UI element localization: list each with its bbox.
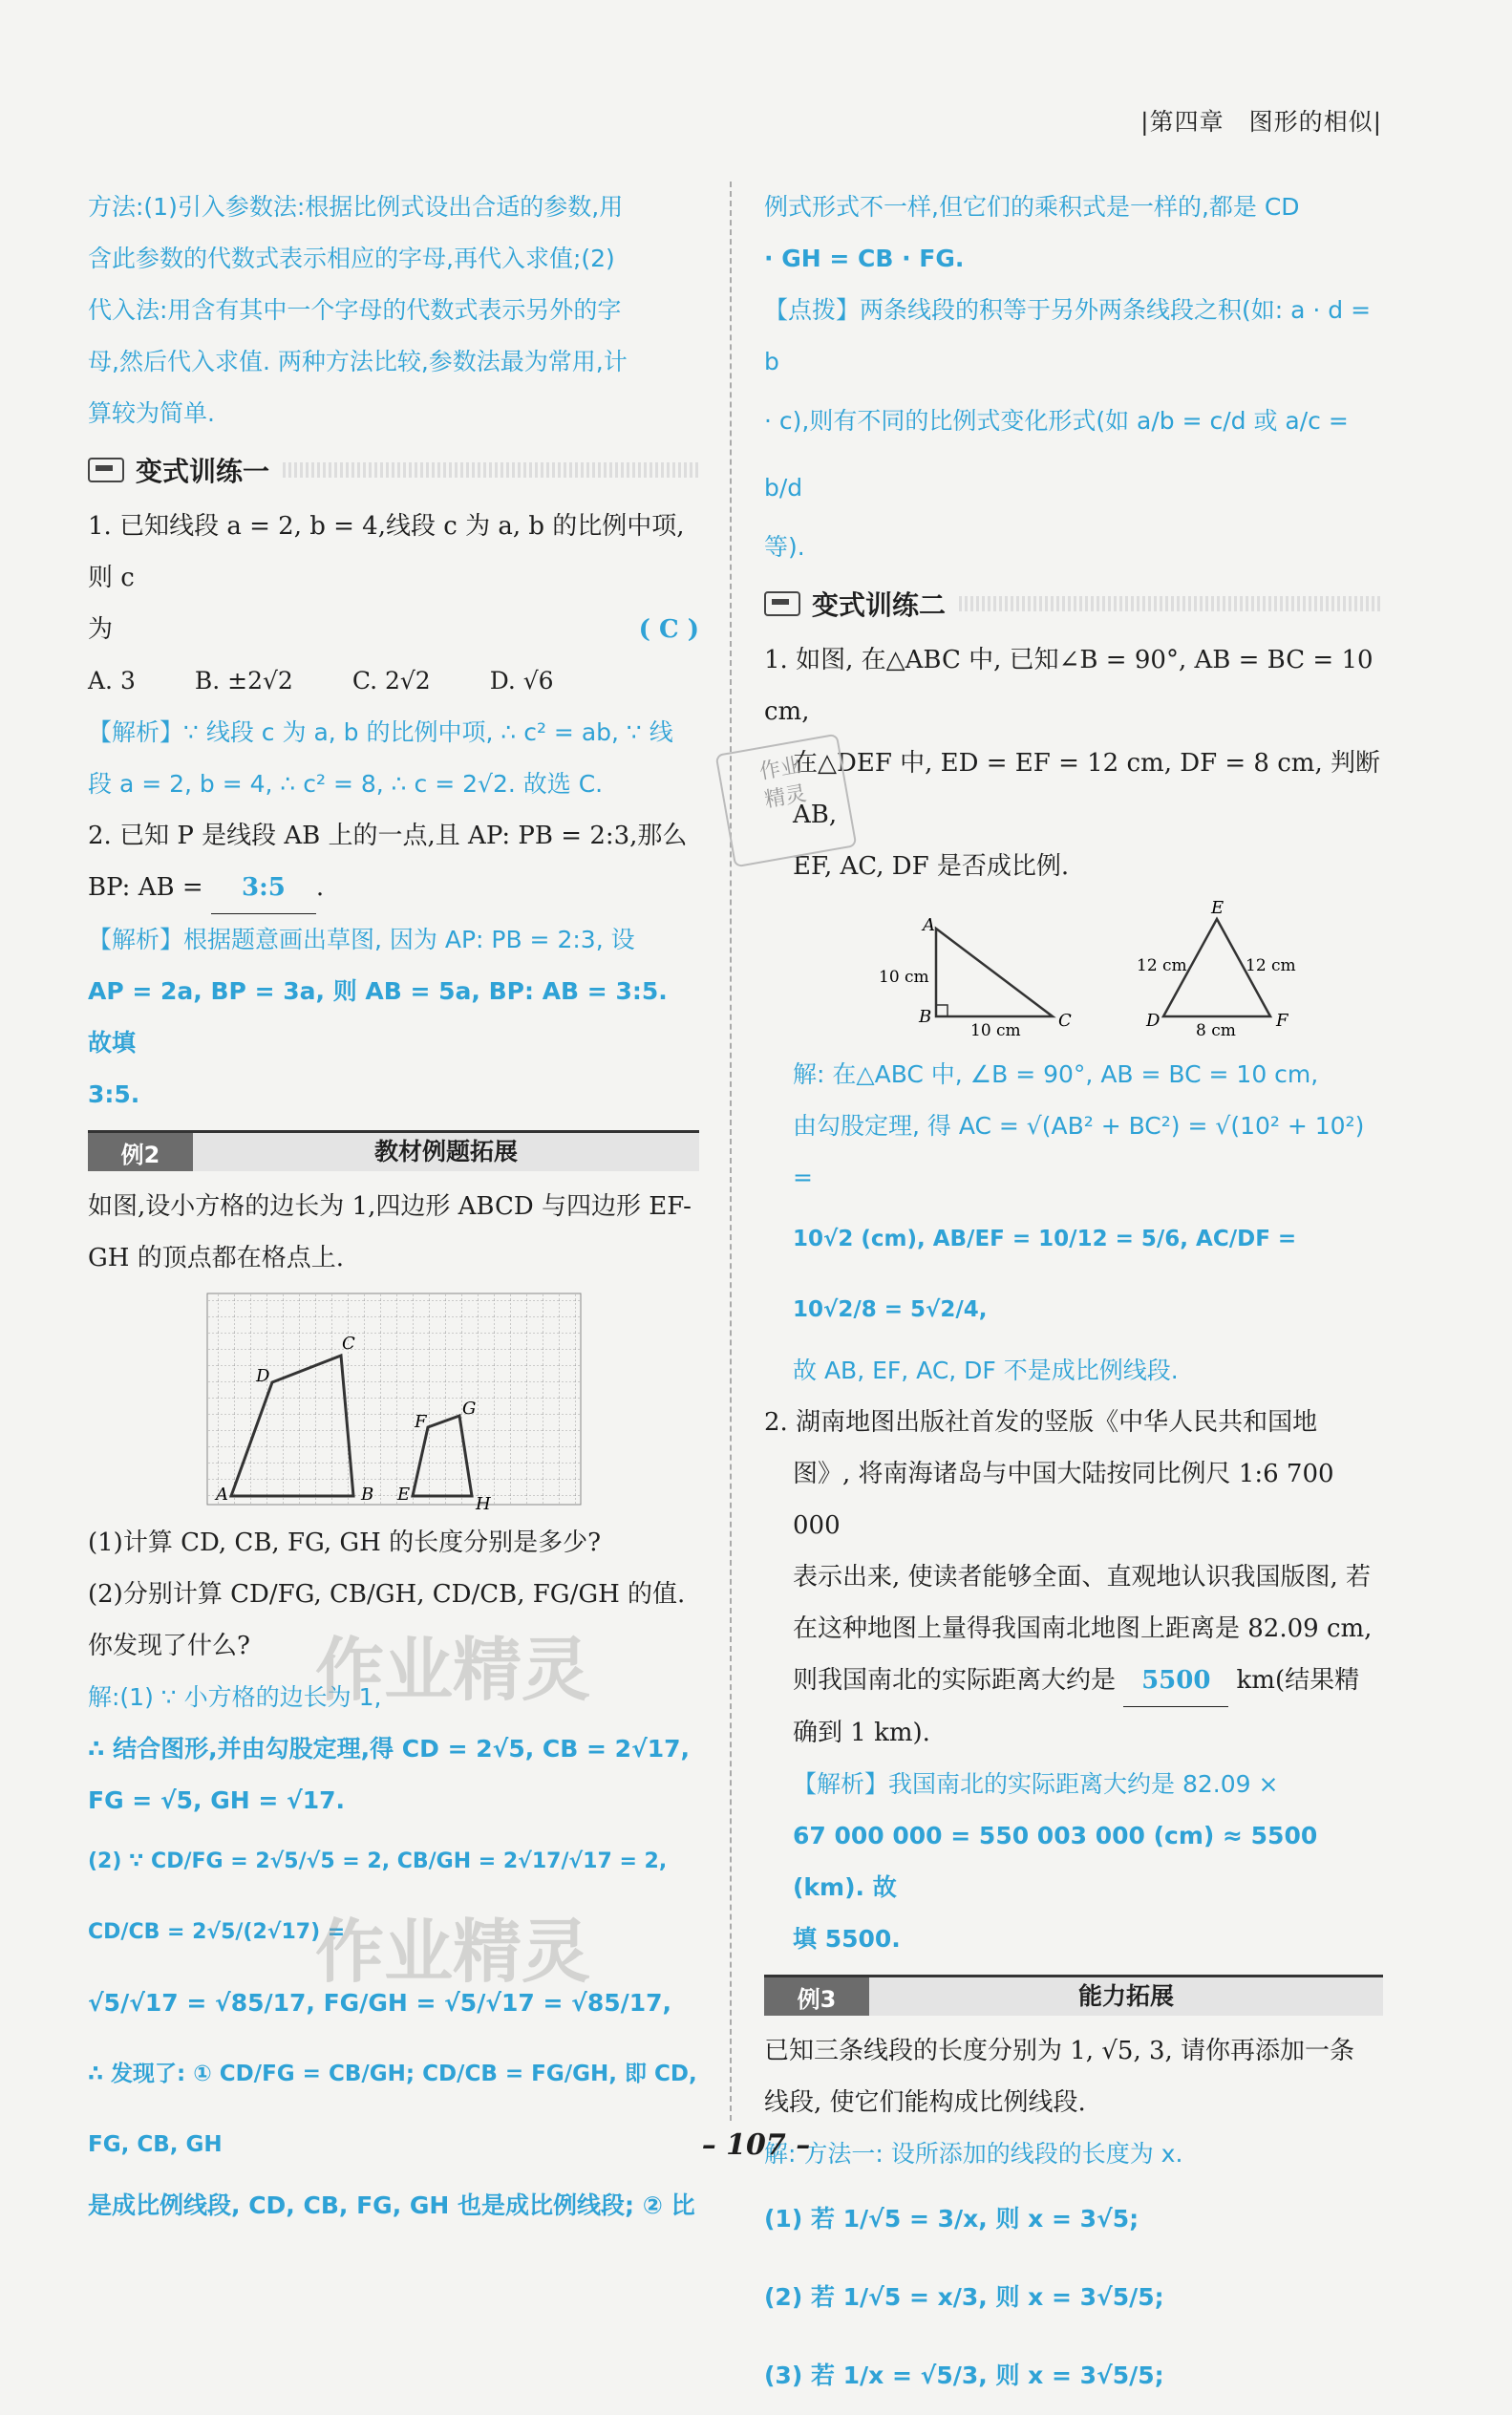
label-c: C [342,1334,355,1354]
label-d: D [1146,1011,1161,1031]
solution-line: (2) 若 1/√5 = x/3, 则 x = 3√5/5; [764,2283,1164,2311]
solution-line: 【解析】我国南北的实际距离大约是 82.09 × [793,1770,1279,1798]
solution-line: ∴ 结合图形,并由勾股定理,得 CD = 2√5, CB = 2√17, [88,1735,691,1763]
label-g: G [462,1399,477,1419]
solution-line: 解: 在△ABC 中, ∠B = 90°, AB = BC = 10 cm, [793,1060,1319,1088]
pencil-icon [764,591,800,616]
example-text: GH 的顶点都在格点上. [88,1244,344,1272]
solution-line: (3) 若 1/x = √5/3, 则 x = 3√5/5; [764,2362,1164,2389]
question-2-cont: 在这种地图上量得我国南北地图上距离是 82.09 cm, [793,1614,1373,1643]
answer-blank: 3:5 [211,862,316,914]
option-c: C. 2√2 [351,667,431,695]
question-2-cont: 图》, 将南海诸岛与中国大陆按同比例尺 1:6 700 000 [793,1460,1334,1540]
right-column [764,182,1383,2415]
method-line: 母,然后代入求值. 两种方法比较,参数法最为常用,计 [88,348,628,375]
option-b: B. ±2√2 [194,667,293,695]
solution-line: 3:5. [88,1080,140,1108]
watermark: 作业精灵 [315,1912,591,1992]
label-df: 8 cm [1196,1021,1236,1040]
solution-line: 故 AB, EF, AC, DF 不是成比例线段. [793,1357,1179,1384]
tip-line: · c),则有不同的比例式变化形式(如 a/b = c/d 或 a/c = b/d [764,407,1349,502]
example-text: 如图,设小方格的边长为 1,四边形 ABCD 与四边形 EF- [88,1192,692,1221]
section-heading-2: 变式训练二 [764,579,1383,629]
stamp-logo: 作业 精灵 [715,734,858,868]
solution-line: 10√2 (cm), AB/EF = 10/12 = 5/6, AC/DF = 10√2/8 = 5√2/4, [793,1227,1297,1322]
solution-line: 解:(1) ∵ 小方格的边长为 1, [88,1683,382,1711]
example-text: 已知三条线段的长度分别为 1, √5, 3, 请你再添加一条 [764,2037,1355,2065]
column-divider [730,182,732,2121]
label-ed: 12 cm [1137,956,1187,975]
method-line: 方法:(1)引入参数法:根据比例式设出合适的参数,用 [88,193,624,221]
label-a: A [216,1485,228,1505]
label-ab: 10 cm [879,968,929,987]
solution-line: (1) 若 1/√5 = 3/x, 则 x = 3√5; [764,2205,1139,2233]
question-2: 2. 已知 P 是线段 AB 上的一点,且 AP: PB = 2:3,那么 [88,822,688,850]
label-f: F [415,1412,427,1432]
question-2-cont: BP: AB = 3:5 . [88,862,699,914]
watermark: 作业精灵 [315,1630,591,1710]
example-q1: (1)计算 CD, CB, FG, GH 的长度分别是多少? [88,1528,602,1557]
method-line: 代入法:用含有其中一个字母的代数式表示另外的字 [88,296,622,324]
label-b: B [919,1007,932,1027]
answer-blank: 5500 [1123,1655,1228,1707]
question-2-cont: 表示出来, 使读者能够全面、直观地认识我国版图, 若 [793,1563,1372,1592]
label-ef: 12 cm [1246,956,1296,975]
question-2-answer-line: 则我国南北的实际距离大约是 5500 km(结果精 [764,1655,1383,1707]
label-bc: 10 cm [970,1021,1021,1040]
decorative-bars [959,596,1383,611]
label-b: B [361,1485,374,1505]
triangles-figure [764,892,1375,1045]
options [88,655,699,707]
example-2-banner: 例2 教材例题拓展 [88,1130,699,1171]
question-1-cont: 为 ( C ) [88,604,699,655]
answer-choice: ( C ) [638,615,699,644]
solution-line: √5/√17 = √85/17, FG/GH = √5/√17 = √85/17, [88,1989,672,2017]
solution-line: 填 5500. [793,1925,901,1953]
section-heading-1: 变式训练一 [88,445,699,495]
triangle-abc [936,929,1053,1016]
pencil-icon [88,458,124,482]
solution-line: (2) ∵ CD/FG = 2√5/√5 = 2, CB/GH = 2√17/√17 = 2, CD/CB = 2√5/(2√17) = [88,1849,668,1944]
solution-line: ∴ 发现了: ① CD/FG = CB/GH; CD/CB = FG/GH, 即 CD, FG, CB, GH [88,2062,697,2157]
example-text: 线段, 使它们能构成比例线段. [764,2088,1086,2117]
label-d: D [256,1366,270,1386]
solution-line: FG = √5, GH = √17. [88,1786,345,1814]
example-3-banner: 例3 能力拓展 [764,1975,1383,2016]
solution-line: 由勾股定理, 得 AC = √(AB² + BC²) = √(10² + 10²) = [793,1112,1365,1191]
option-a: A. 3 [88,667,136,695]
solution-line: AP = 2a, BP = 3a, 则 AB = 5a, BP: AB = 3:5. 故填 [88,977,668,1057]
page-number: – 107 – [701,2128,811,2162]
question-1: 1. 如图, 在△ABC 中, 已知∠B = 90°, AB = BC = 10 cm, [764,646,1374,726]
tip-line: 等). [764,533,805,561]
label-c: C [1058,1011,1072,1031]
option-d: D. √6 [489,667,554,695]
question-1-cont: EF, AC, DF 是否成比例. [793,852,1070,881]
label-e: E [1211,898,1225,918]
label-h: H [476,1494,491,1513]
cont-line: 例式形式不一样,但它们的乘积式是一样的,都是 CD [764,193,1300,221]
example-q2: (2)分别计算 CD/FG, CB/GH, CD/CB, FG/GH 的值. 你发现了什么? [88,1580,686,1660]
question-2-cont: 确到 1 km). [793,1719,930,1747]
label-a: A [923,915,935,935]
solution-line: 【解析】∵ 线段 c 为 a, b 的比例中项, ∴ c² = ab, ∵ 线 [88,718,673,746]
question-1-cont: 在△DEF 中, ED = EF = 12 cm, DF = 8 cm, 判断 AB, [793,749,1380,829]
solution-line: 段 a = 2, b = 4, ∴ c² = 8, ∴ c = 2√2. 故选 C. [88,770,604,798]
decorative-bars [283,462,699,478]
tip-line: 【点拨】两条线段的积等于另外两条线段之积(如: a · d = b [764,296,1372,375]
label-e: E [397,1485,411,1505]
solution-line: 【解析】根据题意画出草图, 因为 AP: PB = 2:3, 设 [88,926,635,953]
question-1: 1. 已知线段 a = 2, b = 4,线段 c 为 a, b 的比例中项,则 c [88,512,685,592]
label-f: F [1276,1011,1288,1031]
method-line: 含此参数的代数式表示相应的字母,再代入求值;(2) [88,245,615,272]
cont-line: · GH = CB · FG. [764,245,965,272]
solution-line: 解: 方法一: 设所添加的线段的长度为 x. [764,2140,1183,2168]
grid-figure [88,1284,699,1513]
solution-line: 67 000 000 = 550 003 000 (cm) ≈ 5500 (km). 故 [793,1822,1318,1901]
solution-line: 是成比例线段, CD, CB, FG, GH 也是成比例线段; ② 比 [88,2191,695,2219]
question-2: 2. 湖南地图出版社首发的竖版《中华人民共和国地 [764,1408,1318,1437]
method-line: 算较为简单. [88,399,215,427]
chapter-header: |第四章 图形的相似| [1140,108,1382,136]
